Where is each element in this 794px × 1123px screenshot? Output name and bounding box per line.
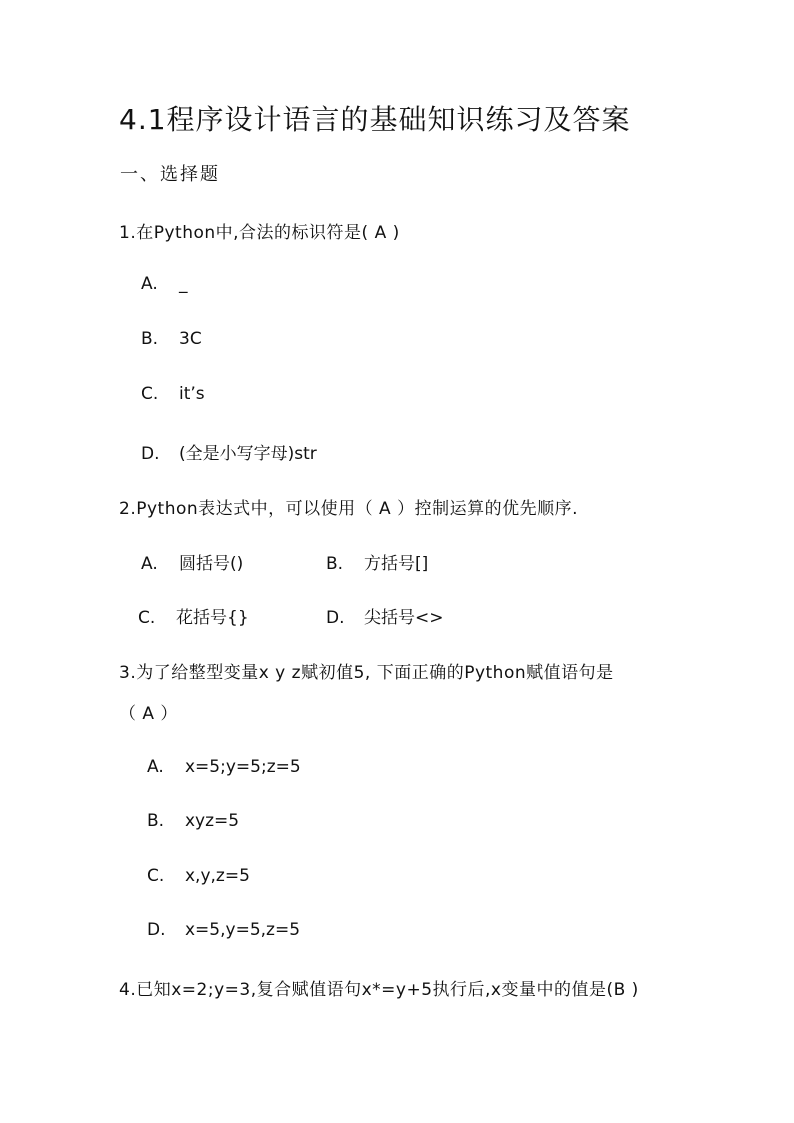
option-text: 尖括号<> [364,608,444,628]
option-text: 花括号{} [176,608,249,628]
question-2-option-d [326,603,444,628]
question-1-option-c [141,384,205,404]
question-3-stem-line-1: 3.为了给整型变量x y z赋初值5, 下面正确的Python赋值语句是 [119,663,614,683]
question-1-option-a [141,274,188,294]
question-3-option-a [147,757,301,777]
option-letter: B. [147,811,165,831]
option-text: x=5,y=5,z=5 [185,920,301,940]
option-text: 方括号[] [364,554,429,574]
option-letter: C. [141,384,159,404]
option-text: x=5;y=5;z=5 [185,757,301,777]
option-text: 3C [179,329,202,349]
question-3-option-b [147,811,239,831]
question-2-option-a [141,549,243,574]
question-2-option-c [138,603,249,628]
option-text: it’s [179,384,205,404]
option-letter: B. [141,329,159,349]
question-3-option-d [147,920,300,940]
option-text: (全是小写字母)str [179,444,317,464]
option-text: xyz=5 [185,811,240,831]
question-2-stem: 2.Python表达式中，可以使用（ A ）控制运算的优先顺序. [119,499,578,519]
option-letter: D. [141,444,160,464]
option-text: _ [179,274,188,294]
option-letter: A. [141,554,158,574]
option-letter: C. [138,608,156,628]
question-1-option-b [141,329,202,349]
option-letter: A. [147,757,164,777]
option-letter: D. [326,608,345,628]
document-title: 4.1程序设计语言的基础知识练习及答案 [119,103,631,136]
section-heading: 一、选择题 [120,164,220,185]
question-1-option-d [141,439,317,464]
question-3-option-c [147,866,250,886]
option-letter: A. [141,274,158,294]
option-text: x,y,z=5 [185,866,250,886]
option-text: 圆括号() [179,554,244,574]
question-4-stem: 4.已知x=2;y=3,复合赋值语句x*=y+5执行后,x变量中的值是(B ) [119,980,639,1000]
option-letter: D. [147,920,166,940]
option-letter: C. [147,866,165,886]
question-1-stem: 1.在Python中,合法的标识符是( A ) [119,223,400,243]
question-3-stem-line-2: （ A ） [119,704,178,724]
question-2-option-b [326,549,428,574]
option-letter: B. [326,554,344,574]
